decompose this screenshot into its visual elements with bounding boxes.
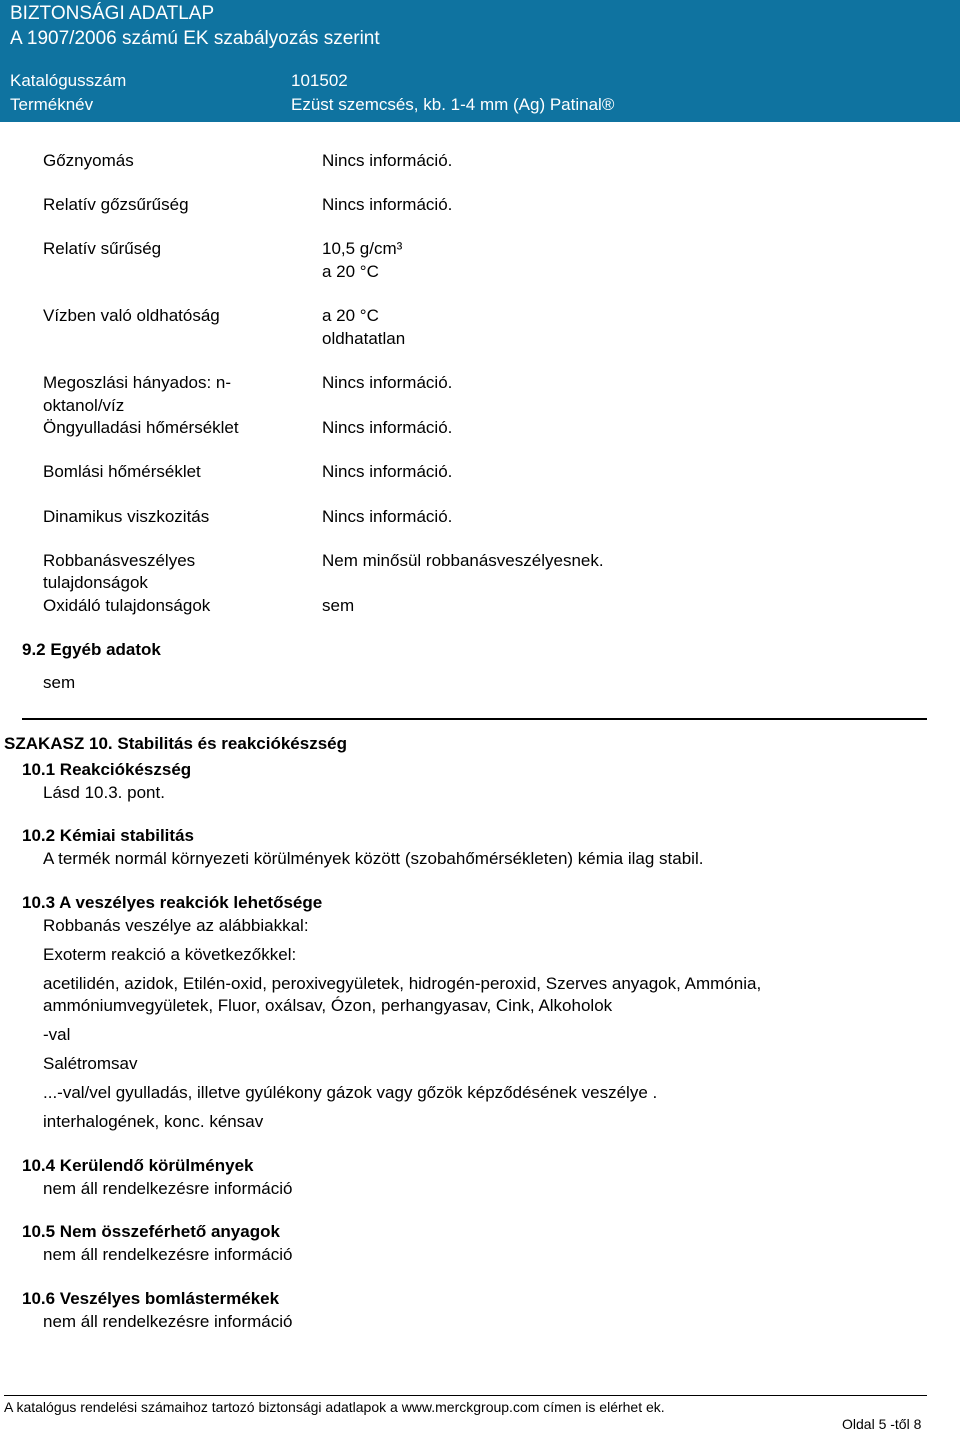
section-9-2-text: sem [43, 673, 76, 692]
property-value: Nincs információ. [322, 507, 453, 526]
subsection-text: acetilidén, azidok, Etilén-oxid, peroxivegyületek, hidrogén-peroxid, Szerves anyagok, Ammónia, [43, 974, 762, 993]
property-label-cont: oktanol/víz [43, 396, 125, 415]
property-value: Nem minősül robbanásveszélyesnek. [322, 551, 604, 570]
document-header [0, 0, 960, 122]
subsection-heading: 10.1 Reakciókészség [22, 760, 192, 779]
section-divider [22, 718, 927, 720]
subsection-heading: 10.2 Kémiai stabilitás [22, 826, 194, 845]
subsection-text: ammóniumvegyületek, Fluor, oxálsav, Ózon, perhangyasav, Cink, Alkoholok [43, 996, 613, 1015]
subsection-text: Salétromsav [43, 1054, 138, 1073]
product-value: Ezüst szemcsés, kb. 1-4 mm (Ag) Patinal® [291, 95, 615, 114]
property-label: Gőznyomás [43, 151, 134, 170]
property-value: Nincs információ. [322, 195, 453, 214]
property-label: Megoszlási hányados: n- [43, 373, 232, 392]
subsection-text: ...-val/vel gyulladás, illetve gyúlékony gázok vagy gőzök képződésének veszélye . [43, 1083, 658, 1102]
subsection-heading: 10.5 Nem összeférhető anyagok [22, 1222, 280, 1241]
property-value-condition: a 20 °C [322, 306, 379, 325]
property-value: Nincs információ. [322, 462, 453, 481]
product-label: Terméknév [10, 95, 94, 114]
property-label: Relatív sűrűség [43, 239, 162, 258]
property-value: 10,5 g/cm³ [322, 239, 403, 258]
catalog-value: 101502 [291, 71, 348, 90]
catalog-label: Katalógusszám [10, 71, 127, 90]
property-label: Relatív gőzsűrűség [43, 195, 189, 214]
property-label: Oxidáló tulajdonságok [43, 596, 211, 615]
subsection-text: -val [43, 1025, 71, 1044]
subsection-text: nem áll rendelkezésre információ [43, 1312, 293, 1331]
document-title: BIZTONSÁGI ADATLAP [10, 3, 215, 24]
property-value-condition: a 20 °C [322, 262, 379, 281]
property-label: Dinamikus viszkozitás [43, 507, 210, 526]
footer-divider [4, 1395, 927, 1396]
subsection-text: Lásd 10.3. pont. [43, 783, 165, 802]
property-value: Nincs információ. [322, 373, 453, 392]
footer-note: A katalógus rendelési számaihoz tartozó biztonsági adatlapok a www.merckgroup.com címen is elérhet ek. [4, 1399, 665, 1415]
subsection-text: nem áll rendelkezésre információ [43, 1179, 293, 1198]
subsection-heading: 10.3 A veszélyes reakciók lehetősége [22, 893, 323, 912]
subsection-text: Robbanás veszélye az alábbiakkal: [43, 916, 309, 935]
subsection-heading: 10.4 Kerülendő körülmények [22, 1156, 254, 1175]
property-value: Nincs információ. [322, 418, 453, 437]
section-9-2-heading: 9.2 Egyéb adatok [22, 640, 161, 659]
property-label: Bomlási hőmérséklet [43, 462, 201, 481]
property-value: oldhatatlan [322, 329, 406, 348]
subsection-heading: 10.6 Veszélyes bomlástermékek [22, 1289, 280, 1308]
property-value: Nincs információ. [322, 151, 453, 170]
property-label: Vízben való oldhatóság [43, 306, 220, 325]
property-label: Robbanásveszélyes [43, 551, 196, 570]
subsection-text: nem áll rendelkezésre információ [43, 1245, 293, 1264]
page-number: Oldal 5 -től 8 [842, 1416, 922, 1432]
property-value: sem [322, 596, 355, 615]
subsection-text: interhalogének, konc. kénsav [43, 1112, 264, 1131]
subsection-text: Exoterm reakció a következőkkel: [43, 945, 297, 964]
property-label-cont: tulajdonságok [43, 573, 148, 592]
section-10-heading: SZAKASZ 10. Stabilitás és reakciókészség [4, 734, 347, 753]
property-label: Öngyulladási hőmérséklet [43, 418, 239, 437]
regulation-line: A 1907/2006 számú EK szabályozás szerint [10, 28, 380, 49]
subsection-text: A termék normál környezeti körülmények között (szobahőmérsékleten) kémia ilag stabil. [43, 849, 704, 868]
